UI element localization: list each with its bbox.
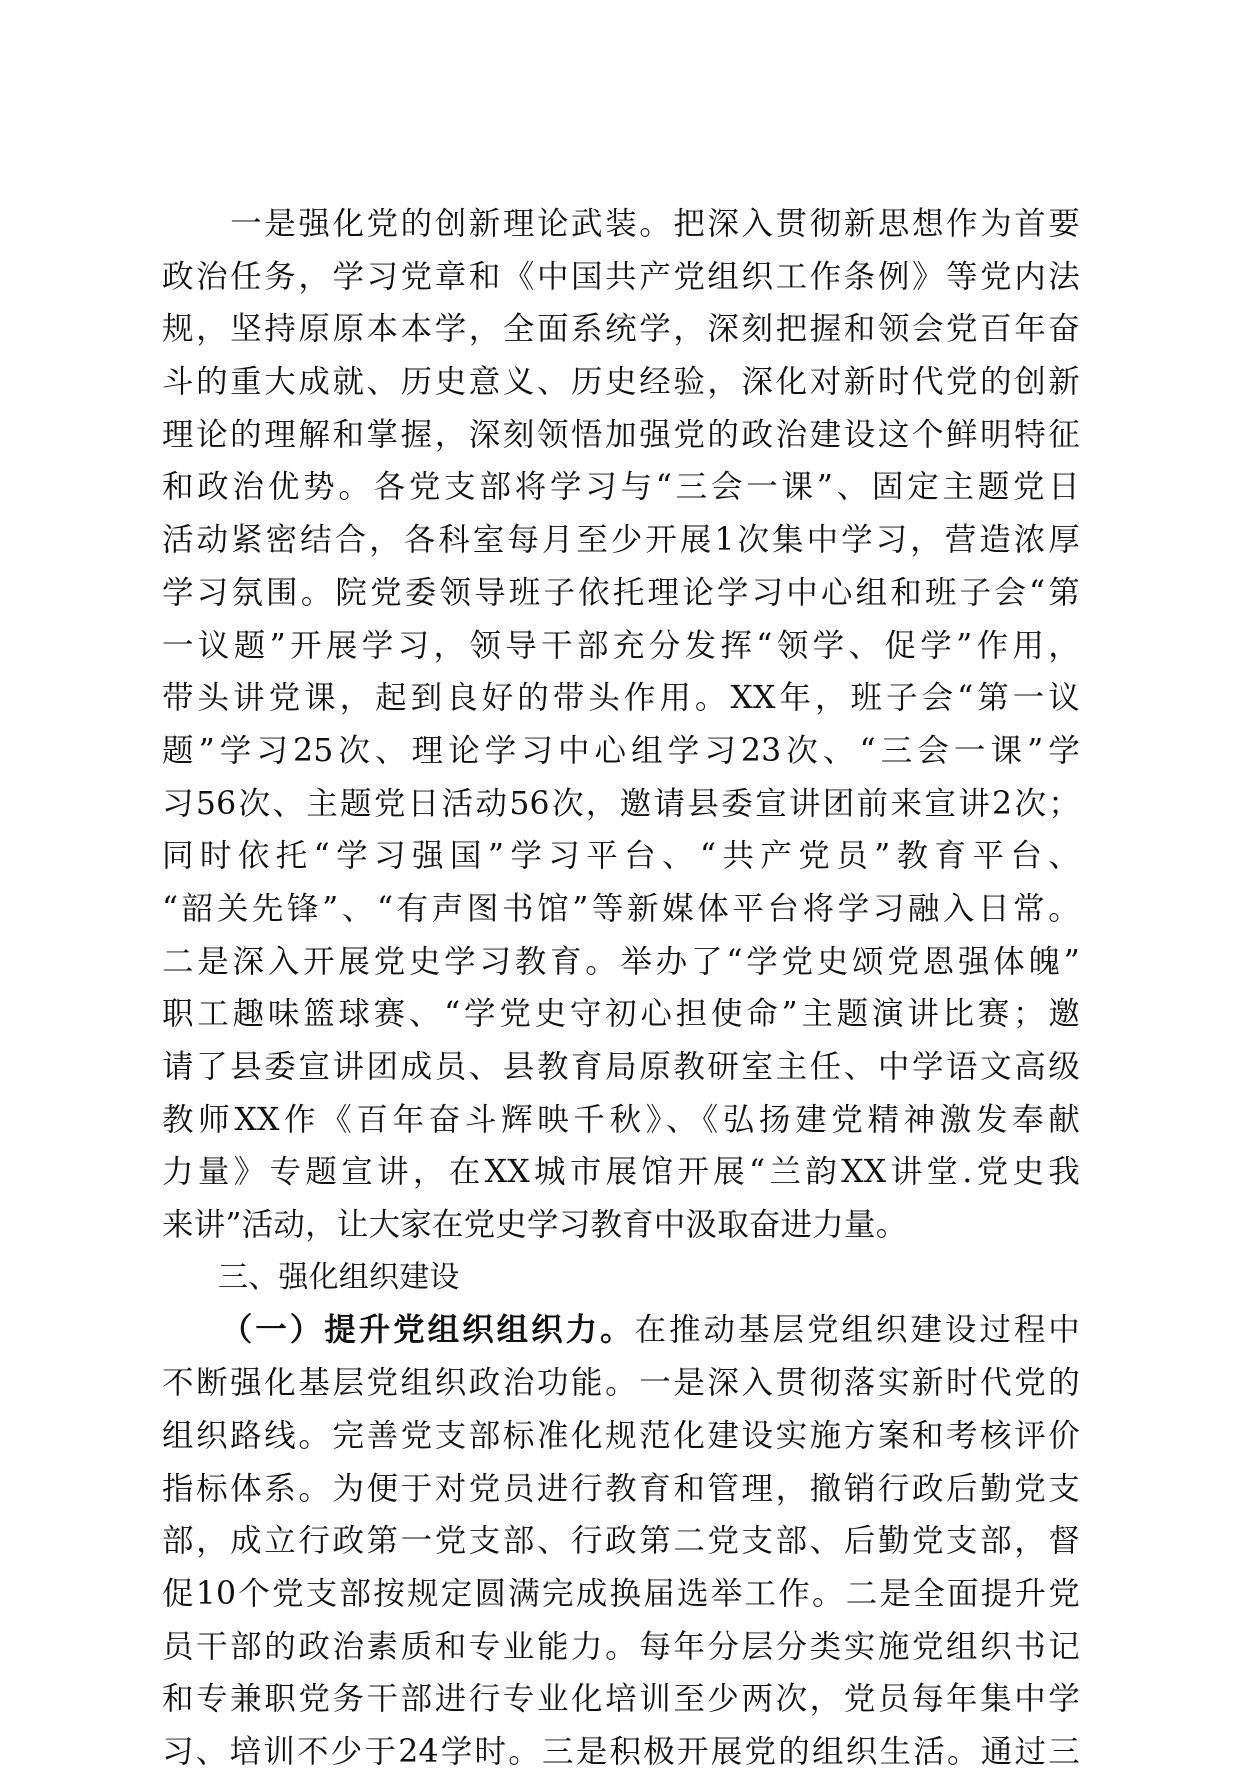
text-line: 政治任务，学习党章和《中国共产党组织工作条例》等党内法 xyxy=(162,258,1080,295)
text-line: 指标体系。为便于对党员进行教育和管理，撤销行政后勤党支 xyxy=(162,1470,1080,1507)
paragraph-organization-building xyxy=(162,1304,1080,1778)
text-line: 学习氛围。院党委领导班子依托理论学习中心组和班子会“第 xyxy=(162,574,1080,611)
text-line: 不断强化基层党组织政治功能。一是深入贯彻落实新时代党的 xyxy=(162,1365,1080,1402)
text-line: 职工趣味篮球赛、“学党史守初心担使命”主题演讲比赛；邀 xyxy=(162,996,1080,1033)
text-line: 二是深入开展党史学习教育。举办了“学党史颂党恩强体魄” xyxy=(162,943,1080,980)
text-line: 教师XX作《百年奋斗辉映千秋》、《弘扬建党精神激发奉献 xyxy=(162,1101,1080,1138)
text-line: 斗的重大成就、历史意义、历史经验，深化对新时代党的创新 xyxy=(162,364,1080,401)
text-line: 规，坚持原原本本学，全面系统学，深刻把握和领会党百年奋 xyxy=(162,311,1080,348)
text-fragment: 在推动基层党组织建设过程中 xyxy=(634,1312,1081,1349)
text-line: 员干部的政治素质和专业能力。每年分层分类实施党组织书记 xyxy=(162,1628,1080,1665)
text-line: 促10个党支部按规定圆满完成换届选举工作。二是全面提升党 xyxy=(162,1575,1080,1612)
section-heading: 三、强化组织建设 xyxy=(218,1259,460,1295)
text-line: 活动紧密结合，各科室每月至少开展1次集中学习，营造浓厚 xyxy=(162,522,1080,559)
text-line: 和政治优势。各党支部将学习与“三会一课”、固定主题党日 xyxy=(162,469,1080,506)
text-line: 组织路线。完善党支部标准化规范化建设实施方案和考核评价 xyxy=(162,1417,1080,1454)
text-line: 带头讲党课，起到良好的带头作用。XX年，班子会“第一议 xyxy=(162,680,1080,717)
text-line: 部，成立行政第一党支部、行政第二党支部、后勤党支部，督 xyxy=(162,1523,1080,1560)
text-line: 和专兼职党务干部进行专业化培训至少两次，党员每年集中学 xyxy=(162,1681,1080,1718)
text-line: 习56次、主题党日活动56次，邀请县委宣讲团前来宣讲2次； xyxy=(162,785,1080,822)
text-line: 理论的理解和掌握，深刻领悟加强党的政治建设这个鲜明特征 xyxy=(162,416,1080,453)
text-line: 一议题”开展学习，领导干部充分发挥“领学、促学”作用， xyxy=(162,627,1080,664)
text-line: 同时依托“学习强国”学习平台、“共产党员”教育平台、 xyxy=(162,838,1080,875)
text-line: 习、培训不少于24学时。三是积极开展党的组织生活。通过三 xyxy=(162,1733,1080,1770)
text-line: “韶关先锋”、“有声图书馆”等新媒体平台将学习融入日常。 xyxy=(162,890,1080,927)
paragraph-subheading: （一）提升党组织组织力。 xyxy=(218,1312,635,1349)
document-body xyxy=(162,198,1080,1779)
text-line-with-subheading xyxy=(162,1304,1080,1357)
text-line: 来讲”活动，让大家在党史学习教育中汲取奋进力量。 xyxy=(162,1207,908,1244)
paragraph-theory-study xyxy=(162,198,1080,1252)
text-line: 一是强化党的创新理论武装。把深入贯彻新思想作为首要 xyxy=(162,206,1080,242)
text-line: 请了县委宣讲团成员、县教育局原教研室主任、中学语文高级 xyxy=(162,1049,1080,1085)
text-line: 力量》专题宣讲，在XX城市展馆开展“兰韵XX讲堂.党史我 xyxy=(162,1154,1080,1191)
text-line: 题”学习25次、理论学习中心组学习23次、“三会一课”学 xyxy=(162,732,1080,769)
